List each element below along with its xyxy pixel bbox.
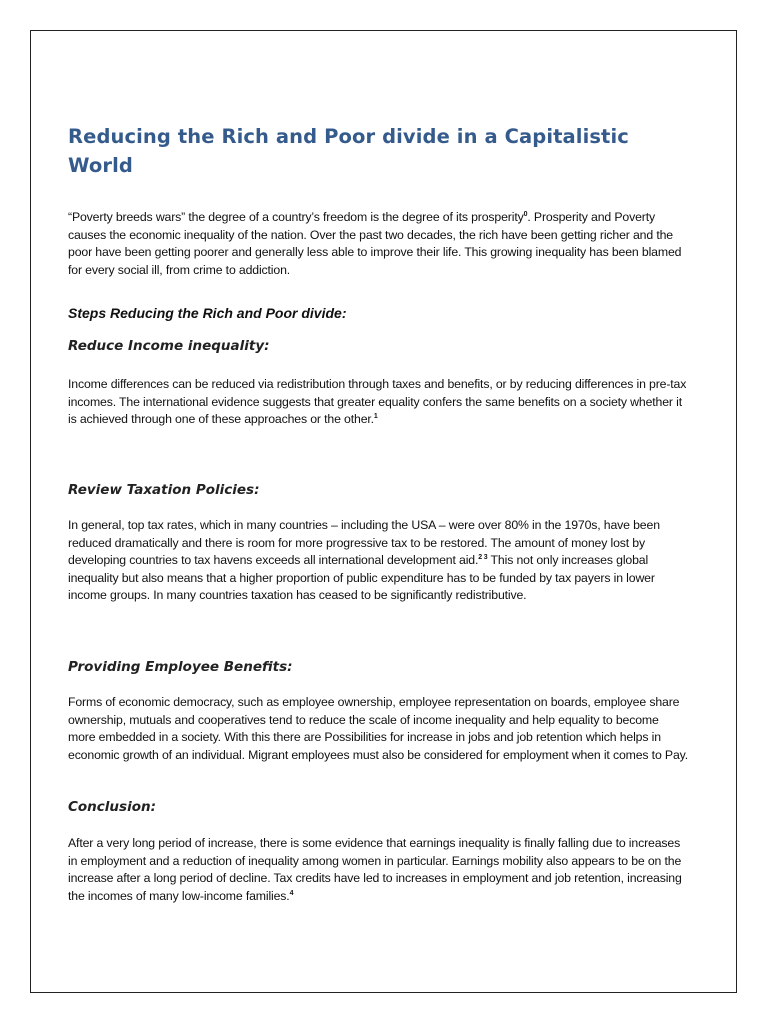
section-heading-conclusion: Conclusion: [68,799,156,815]
section-heading-income: Reduce Income inequality: [68,338,270,354]
section-paragraph-conclusion: After a very long period of increase, there is some evidence that earnings inequality is finally falling due to increases in employment and a reduction of inequality among women in particular. Earnings mobility also appears to be on the increase after a long period of decline. Tax credits have led to increases in employment and job retention, increasing the incomes of many low-income families.$^4$ [68,836,682,903]
footnote-marker: 2 3 [478,553,488,561]
section-paragraph-benefits: Forms of economic democracy, such as employee ownership, employee representation on boards, employee share ownership, mutuals and cooperatives tend to reduce the scale of income inequality and help equality to become more embedded in a society. With this there are Possibilities for increase in jobs and job retention which helps in economic growth of an individual. Migrant employees must also be considered for employment when it comes to Pay. [68,695,688,762]
footnote-marker: 0 [523,210,528,218]
document-page [30,30,737,993]
section-paragraph-taxation: In general, top tax rates, which in many countries – including the USA – were over 80% in the 1970s, have been reduced dramatically and there is room for more progressive tax to be restored. The amount of money lost by developing countries to tax havens exceeds all international development aid.$^{2 3}$ This not only increases global inequality but also means that a higher proportion of public expenditure has to be funded by tax payers in lower income groups. In many countries taxation has ceased to be significantly redistributive. [68,518,660,602]
footnote-marker: 4 [289,889,294,897]
steps-heading: Steps Reducing the Rich and Poor divide: [68,305,347,321]
footnote-marker: 1 [373,412,378,420]
intro-paragraph: “Poverty breeds wars” the degree of a country’s freedom is the degree of its prosperity$^0$. Prosperity and Poverty causes the economic inequality of the nation. Over the past two decades, the rich have been getting richer and the poor have been getting poorer and generally less able to improve their life. This growing inequality has been blamed for every social ill, from crime to addiction. [68,210,682,277]
page-title: Reducing the Rich and Poor divide in a Capitalistic World [68,125,629,177]
section-heading-taxation: Review Taxation Policies: [68,482,260,498]
section-heading-benefits: Providing Employee Benefits: [68,659,293,675]
section-paragraph-income: Income differences can be reduced via redistribution through taxes and benefits, or by reducing differences in pre-tax incomes. The international evidence suggests that greater equality confers the same benefits on a society whether it is achieved through one of these approaches or the other.$^1$ [68,377,687,426]
